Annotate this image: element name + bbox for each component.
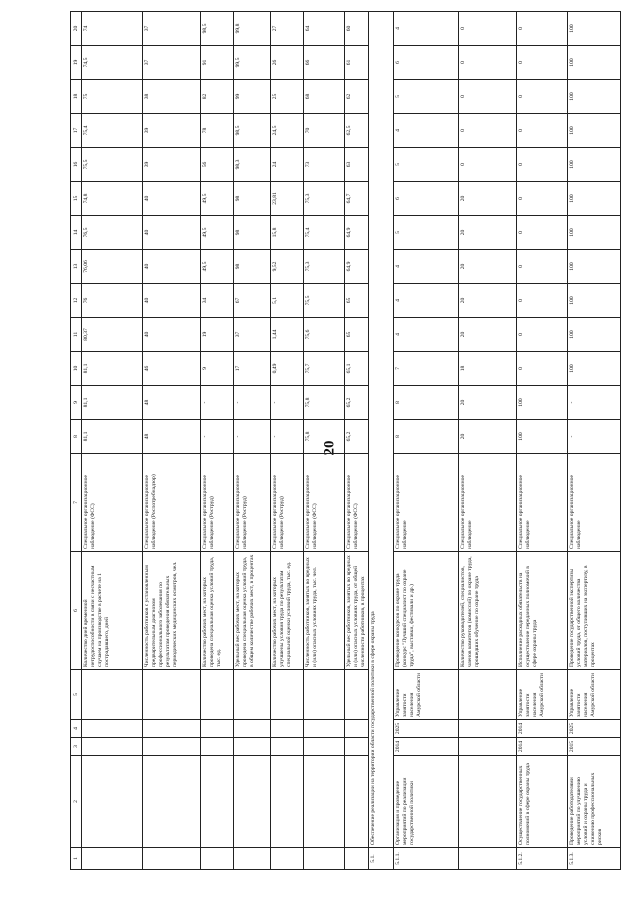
table-cell-col-3 (143, 738, 201, 756)
table-cell-col-18: 25 (271, 80, 304, 114)
column-number-row (71, 12, 82, 870)
table-cell-col-18: 62 (345, 80, 369, 114)
table-cell-col-3: 2015 (567, 738, 620, 756)
table-cell-col-18: 75 (82, 80, 143, 114)
table-cell-col-18: 0 (458, 80, 516, 114)
table-cell-col-17: 98,5 (234, 114, 271, 148)
table-cell-col-17: 70 (304, 114, 345, 148)
table-cell-col-12: 4 (393, 284, 458, 318)
table-cell-col-20: 98,5 (201, 12, 234, 46)
table-cell-col-6: Удельный вес работников, занятых во вредных и (или) опасных условиях труда, от общей численности работников, в процентах (345, 552, 369, 670)
col-header: 2 (71, 756, 82, 848)
table-cell-col-11: 40 (143, 318, 201, 352)
table-cell-col-14: 75,4 (304, 216, 345, 250)
table-cell-col-7: Специальное организационное наблюдение (393, 454, 458, 552)
table-cell-col-11: 20 (458, 318, 516, 352)
table-cell-col-14: 0 (516, 216, 567, 250)
table-cell-col-4: 2025 (393, 720, 458, 738)
table-cell-col-1 (271, 848, 304, 870)
table-cell-col-19: 0 (516, 46, 567, 80)
table-cell-col-15: 74,8 (82, 182, 143, 216)
table-row (271, 12, 304, 870)
table-cell-col-17: 62,5 (345, 114, 369, 148)
table-cell-col-6: Численность работников, занятых во вредных и (или) опасных условиях труда, тыс. чел. (304, 552, 345, 670)
table-cell-col-6: Удельный вес рабочих мест, на которых проведена специальная оценка условий труда, в общем количестве рабочих мест, в процентах (234, 552, 271, 670)
table-cell-col-13: 49,5 (201, 250, 234, 284)
table-cell-col-20: 0 (516, 12, 567, 46)
col-header: 5 (71, 670, 82, 720)
table-cell-col-13: 64,9 (345, 250, 369, 284)
table-cell-col-2 (143, 756, 201, 848)
table-cell-col-3: 2014 (393, 738, 458, 756)
table-row (82, 12, 143, 870)
table-cell-col-19: 61 (345, 46, 369, 80)
table-cell-col-8: 65,2 (345, 420, 369, 454)
table-row (458, 12, 516, 870)
table-cell-col-3 (271, 738, 304, 756)
table-cell-col-16: 24 (271, 148, 304, 182)
table-cell-col-15: 6 (393, 182, 458, 216)
table-cell-col-20: 4 (393, 12, 458, 46)
table-row (393, 12, 458, 870)
table-cell-col-2 (345, 756, 369, 848)
table-cell-col-1 (458, 848, 516, 870)
table-cell-col-17: 39 (143, 114, 201, 148)
table-cell-col-8: 81,1 (82, 420, 143, 454)
table-cell-col-18: 38 (143, 80, 201, 114)
table-cell-col-19: 37 (143, 46, 201, 80)
table-cell-col-19: 99,5 (234, 46, 271, 80)
table-cell-col-4 (82, 720, 143, 738)
table-cell-col-11: 0 (516, 318, 567, 352)
table-cell-col-18: 0 (516, 80, 567, 114)
table-cell-col-14: 64,9 (345, 216, 369, 250)
table-cell-col-1 (345, 848, 369, 870)
table-cell-col-12: 40 (143, 284, 201, 318)
table-cell-col-18: 68 (304, 80, 345, 114)
table-cell-col-14: 5 (393, 216, 458, 250)
table-cell-col-15: 20 (458, 182, 516, 216)
col-header: 17 (71, 114, 82, 148)
table-cell-col-9: - (271, 386, 304, 420)
table-cell-col-8: 20 (458, 420, 516, 454)
table-cell-col-6: Количество рабочих мест, на которых проведена специальная оценка условий труда, тыс. ед. (201, 552, 234, 670)
table-cell-col-16: 73 (304, 148, 345, 182)
table-cell-col-13: 4 (393, 250, 458, 284)
table-cell-col-14: 98 (234, 216, 271, 250)
col-header: 15 (71, 182, 82, 216)
table-cell-col-13: 9,52 (271, 250, 304, 284)
rotated-page-region (70, 23, 603, 870)
table-cell-col-7: Специальное организационное наблюдение (Роспотребнадзор) (143, 454, 201, 552)
table-cell-col-20: 100 (567, 12, 620, 46)
col-header: 13 (71, 250, 82, 284)
section-row (368, 12, 393, 870)
table-cell-col-13: 76,06 (82, 250, 143, 284)
table-cell-col-12: 76 (82, 284, 143, 318)
table-cell-col-20: 60 (345, 12, 369, 46)
table-row (234, 12, 271, 870)
col-header: 14 (71, 216, 82, 250)
table-cell-col-12: 100 (567, 284, 620, 318)
table-cell-col-16: 39 (143, 148, 201, 182)
table-cell-col-20: 74 (82, 12, 143, 46)
table-cell-col-12: 0 (516, 284, 567, 318)
table-cell-col-15: 64,7 (345, 182, 369, 216)
table-cell-col-16: 0 (458, 148, 516, 182)
indicators-table (70, 11, 621, 870)
table-cell-col-1 (304, 848, 345, 870)
table-cell-col-7: Специальное организационное наблюдение (Роструд) (201, 454, 234, 552)
table-cell-col-1: 5.1.3. (567, 848, 620, 870)
table-cell-col-14: 76,5 (82, 216, 143, 250)
table-cell-col-11: 100 (567, 318, 620, 352)
table-cell-col-14: 20 (458, 216, 516, 250)
table-cell-col-10: 7 (393, 352, 458, 386)
table-cell-col-1 (82, 848, 143, 870)
table-cell-col-19: 26 (271, 46, 304, 80)
table-cell-col-14: 100 (567, 216, 620, 250)
table-cell-col-7: Специальное организационное наблюдение (Роструд) (234, 454, 271, 552)
col-header: 4 (71, 720, 82, 738)
table-row (345, 12, 369, 870)
table-cell-col-5 (234, 670, 271, 720)
table-cell-col-1 (234, 848, 271, 870)
table-cell-col-8: 75,8 (304, 420, 345, 454)
table-cell-col-16: 98,3 (234, 148, 271, 182)
table-cell-col-3 (345, 738, 369, 756)
table-cell-col-9: - (201, 386, 234, 420)
table-cell-col-17: 0 (458, 114, 516, 148)
col-header: 1 (71, 848, 82, 870)
table-cell-col-17: 75,4 (82, 114, 143, 148)
table-cell-col-6: Количество рабочих мест, на которых улучшены условия труда по результатам специальной оценки условий труда, тыс. ед. (271, 552, 304, 670)
table-cell-col-5: Управление занятости населения Амурской области (516, 670, 567, 720)
table-cell-col-8: - (201, 420, 234, 454)
table-cell-col-2 (82, 756, 143, 848)
table-cell-col-16: 0 (516, 148, 567, 182)
table-cell-col-19: 100 (567, 46, 620, 80)
table-cell-col-5 (304, 670, 345, 720)
table-cell-col-16: 75,5 (82, 148, 143, 182)
table-cell-col-9: 48 (143, 386, 201, 420)
table-cell-col-5 (345, 670, 369, 720)
table-cell-col-4 (234, 720, 271, 738)
table-cell-col-14: 15,8 (271, 216, 304, 250)
table-cell-col-12: 67 (234, 284, 271, 318)
table-cell-col-20: 27 (271, 12, 304, 46)
col-header: 3 (71, 738, 82, 756)
table-cell-col-8: - (271, 420, 304, 454)
table-cell-col-3 (458, 738, 516, 756)
table-cell-col-7: Специальное организационное наблюдение (516, 454, 567, 552)
table-cell-col-11: 65 (345, 318, 369, 352)
table-cell-col-2: Организация и проведение мероприятий по реализации государственной политики (393, 756, 458, 848)
col-header: 10 (71, 352, 82, 386)
table-cell-col-12: 5,1 (271, 284, 304, 318)
table-cell-col-13: 100 (567, 250, 620, 284)
table-cell-col-4 (458, 720, 516, 738)
table-cell-col-17: 0 (516, 114, 567, 148)
table-cell-col-6: Исполнение расходных обязательств на осуществление переданных полномочий в сфере охраны труда (516, 552, 567, 670)
table-cell-col-1 (143, 848, 201, 870)
table-cell-col-12: 65 (345, 284, 369, 318)
table-cell-col-5 (143, 670, 201, 720)
table-cell-col-17: 78 (201, 114, 234, 148)
table-cell-col-2 (234, 756, 271, 848)
table-cell-col-10: 81,1 (82, 352, 143, 386)
table-cell-col-3 (304, 738, 345, 756)
table-cell-col-10: 100 (567, 352, 620, 386)
table-cell-col-5 (201, 670, 234, 720)
col-header: 18 (71, 80, 82, 114)
table-cell-col-16: 5 (393, 148, 458, 182)
table-cell-col-4 (271, 720, 304, 738)
table-cell-col-18: 99 (234, 80, 271, 114)
table-cell-col-4 (201, 720, 234, 738)
table-cell-col-6: Количество руководителей, специалистов, членов комитетов (комиссий) по охране труда, прошедших обучение по охране труда (458, 552, 516, 670)
table-cell-col-7: Специальное организационное наблюдение (Роструд) (271, 454, 304, 552)
table-cell-col-16: 56 (201, 148, 234, 182)
table-cell-col-13: 75,3 (304, 250, 345, 284)
table-row (304, 12, 345, 870)
table-cell-col-17: 4 (393, 114, 458, 148)
table-cell-col-9: 20 (458, 386, 516, 420)
table-cell-col-16: 100 (567, 148, 620, 182)
table-cell-col-15: 40 (143, 182, 201, 216)
table-cell-col-10: 17 (234, 352, 271, 386)
table-cell-col-10: 65,1 (345, 352, 369, 386)
table-cell-col-9: 65,2 (345, 386, 369, 420)
table-cell-col-11: 80,37 (82, 318, 143, 352)
col-header: 6 (71, 552, 82, 670)
table-cell-col-5: Управление занятости населения Амурской области (393, 670, 458, 720)
col-header: 19 (71, 46, 82, 80)
table-cell-col-9: 100 (516, 386, 567, 420)
page-number: 20 (321, 440, 338, 456)
table-cell-col-11: 4 (393, 318, 458, 352)
table-row (516, 12, 567, 870)
table-cell-col-12: 20 (458, 284, 516, 318)
table-cell-col-15: 49,5 (201, 182, 234, 216)
table-cell-col-12: 75,5 (304, 284, 345, 318)
table-cell-col-9: - (567, 386, 620, 420)
table-cell-col-9: 81,1 (82, 386, 143, 420)
section-number-cell: 5.1. (368, 848, 393, 870)
table-cell-col-20: 99,8 (234, 12, 271, 46)
table-cell-col-11: 75,6 (304, 318, 345, 352)
table-cell-col-5: Управление занятости населения Амурской области (567, 670, 620, 720)
table-cell-col-8: 48 (143, 420, 201, 454)
table-cell-col-10: 46 (143, 352, 201, 386)
table-cell-col-19: 74,5 (82, 46, 143, 80)
table-cell-col-11: 19 (201, 318, 234, 352)
table-cell-col-4 (345, 720, 369, 738)
table-cell-col-17: 100 (567, 114, 620, 148)
table-cell-col-19: 91 (201, 46, 234, 80)
table-cell-col-19: 0 (458, 46, 516, 80)
table-cell-col-12: 34 (201, 284, 234, 318)
table-cell-col-2 (201, 756, 234, 848)
table-cell-col-8: - (234, 420, 271, 454)
table-cell-col-3 (82, 738, 143, 756)
table-cell-col-7: Специальное организационное наблюдение (458, 454, 516, 552)
table-cell-col-10: 0,49 (271, 352, 304, 386)
table-cell-col-11: 1,44 (271, 318, 304, 352)
table-cell-col-9: 75,8 (304, 386, 345, 420)
table-cell-col-16: 63 (345, 148, 369, 182)
table-cell-col-15: 75,3 (304, 182, 345, 216)
table-cell-col-14: 40 (143, 216, 201, 250)
table-cell-col-19: 6 (393, 46, 458, 80)
col-header: 20 (71, 12, 82, 46)
table-cell-col-4: 2014 (516, 720, 567, 738)
table-row (201, 12, 234, 870)
table-cell-col-18: 100 (567, 80, 620, 114)
table-cell-col-19: 66 (304, 46, 345, 80)
table-cell-col-6: Численность работников с установленным предварительным диагнозом профессионального заболевания по результатам проведения обязательных периодических медицинских осмотров, чел. (143, 552, 201, 670)
table-cell-col-3 (201, 738, 234, 756)
table-row (143, 12, 201, 870)
col-header: 16 (71, 148, 82, 182)
table-cell-col-6: Количество дней временной нетрудоспособности в связи с несчастным случаем на производстве в расчете на 1 пострадавшего, дней (82, 552, 143, 670)
table-cell-col-7: Специальное организационное наблюдение (ФСС) (82, 454, 143, 552)
col-header: 11 (71, 318, 82, 352)
col-header: 7 (71, 454, 82, 552)
table-cell-col-15: 23,81 (271, 182, 304, 216)
table-cell-col-1: 5.1.2. (516, 848, 567, 870)
table-cell-col-8: 100 (516, 420, 567, 454)
table-cell-col-1 (201, 848, 234, 870)
table-cell-col-2 (271, 756, 304, 848)
table-cell-col-15: 100 (567, 182, 620, 216)
table-cell-col-2 (458, 756, 516, 848)
table-cell-col-5 (271, 670, 304, 720)
table-cell-col-10: 0 (516, 352, 567, 386)
table-cell-col-8: 8 (393, 420, 458, 454)
section-title-cell: Обеспечение реализации на территории области государственной политики в сфере охраны труда (368, 12, 393, 848)
col-header: 9 (71, 386, 82, 420)
table-cell-col-3 (234, 738, 271, 756)
table-cell-col-2: Осуществление государственных полномочий в сфере охраны труда (516, 756, 567, 848)
table-cell-col-2 (304, 756, 345, 848)
table-cell-col-8: - (567, 420, 620, 454)
table-cell-col-20: 37 (143, 12, 201, 46)
table-cell-col-1: 5.1.1. (393, 848, 458, 870)
table-cell-col-20: 0 (458, 12, 516, 46)
table-cell-col-7: Специальное организационное наблюдение (ФСС) (345, 454, 369, 552)
table-cell-col-3: 2014 (516, 738, 567, 756)
table-cell-col-11: 37 (234, 318, 271, 352)
table-cell-col-5 (82, 670, 143, 720)
table-cell-col-6: Проведение государственной экспертизы условий труда, от общего количества материалов, поступивших на экспертизу, в процентах (567, 552, 620, 670)
table-cell-col-13: 98 (234, 250, 271, 284)
table-cell-col-4 (304, 720, 345, 738)
table-cell-col-18: 5 (393, 80, 458, 114)
table-row (567, 12, 620, 870)
table-cell-col-13: 20 (458, 250, 516, 284)
col-header: 8 (71, 420, 82, 454)
rotated-table-container (70, 23, 603, 870)
table-cell-col-17: 24,5 (271, 114, 304, 148)
table-cell-col-10: 9 (201, 352, 234, 386)
table-cell-col-6: Проведение конкурсов по охране труда (конкурс "Лучший специалист по охране труда", выставки, фестивали и др.) (393, 552, 458, 670)
table-cell-col-18: 82 (201, 80, 234, 114)
table-cell-col-5 (458, 670, 516, 720)
table-cell-col-15: 98 (234, 182, 271, 216)
table-cell-col-7: Специальное организационное наблюдение (567, 454, 620, 552)
table-cell-col-13: 40 (143, 250, 201, 284)
table-cell-col-13: 0 (516, 250, 567, 284)
col-header: 12 (71, 284, 82, 318)
table-cell-col-4 (143, 720, 201, 738)
table-cell-col-14: 49,5 (201, 216, 234, 250)
table-cell-col-15: 0 (516, 182, 567, 216)
table-cell-col-2: Проведение работодателями мероприятий по улучшению условий и охраны труда и снижению профессиональных рисков (567, 756, 620, 848)
table-cell-col-4: 2025 (567, 720, 620, 738)
table-cell-col-10: 75,7 (304, 352, 345, 386)
table-cell-col-9: 8 (393, 386, 458, 420)
table-cell-col-7: Специальное организационное наблюдение (ФСС) (304, 454, 345, 552)
table-cell-col-9: - (234, 386, 271, 420)
table-cell-col-10: 18 (458, 352, 516, 386)
table-cell-col-20: 64 (304, 12, 345, 46)
